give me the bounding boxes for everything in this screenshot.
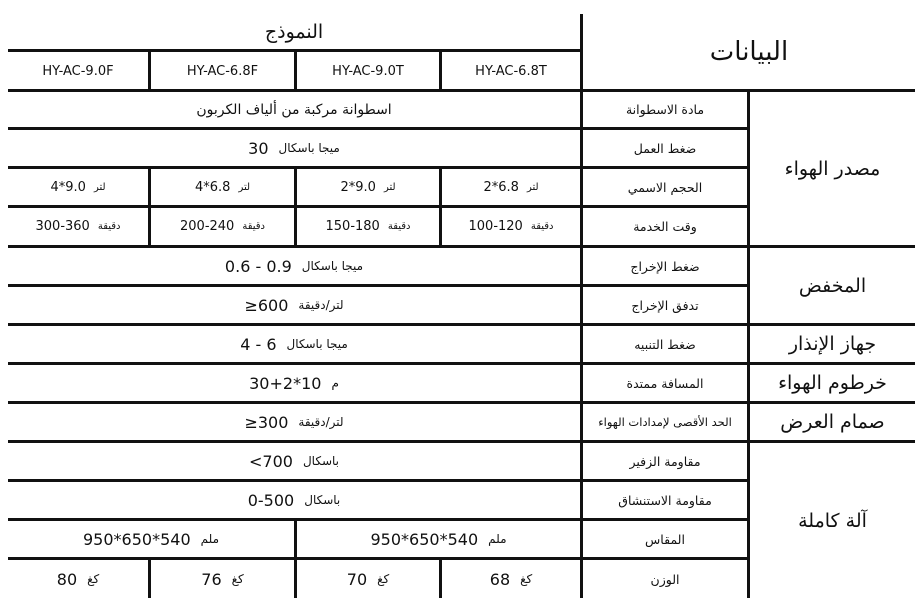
number: 30 [248, 138, 269, 158]
unit: كغ [520, 572, 533, 586]
label-extended-distance: المسافة ممتدة [626, 375, 704, 391]
value-service-0 [442, 208, 580, 245]
value-inhale-resistance [8, 482, 580, 518]
value-weight-1 [297, 560, 439, 598]
number: 0-500 [247, 490, 295, 510]
value-max-air-supply [8, 404, 580, 440]
value-cylinder-material: اسطوانة مركبة من ألياف الكربون [196, 101, 392, 118]
value-alarm-pressure [8, 326, 580, 362]
number: <700 [249, 451, 293, 471]
number: 76 [201, 569, 222, 589]
number: 950*650*540 [83, 529, 191, 549]
value-dimensions-1 [8, 521, 294, 557]
value-service-3 [8, 208, 148, 245]
label-output-flow: تدفق الإخراج [631, 297, 699, 313]
unit: باسكال [304, 493, 341, 507]
group-reducer: المخفض [798, 274, 867, 297]
model-header-2: HY-AC-6.8F [186, 63, 259, 79]
number: 80 [56, 569, 78, 589]
unit: لتر [383, 181, 396, 193]
number: 4 - 6 [240, 334, 277, 354]
unit: ميجا باسكال [286, 337, 348, 351]
unit: ملم [200, 532, 220, 546]
value-service-2 [151, 208, 294, 245]
value-volume-3 [8, 169, 148, 205]
number: 150-180 [325, 219, 380, 234]
number: ≥300 [244, 412, 289, 432]
number: 200-240 [180, 219, 235, 234]
number: 70 [346, 569, 368, 589]
label-output-pressure: ضغط الإخراج [630, 258, 700, 274]
value-volume-1 [297, 169, 439, 205]
label-max-air-supply: الحد الأقصى لإمدادات الهواء [598, 415, 732, 429]
label-nominal-volume: الحجم الاسمي [627, 179, 703, 195]
model-header-3: HY-AC-9.0F [42, 63, 114, 79]
number: 300-360 [35, 219, 90, 234]
unit: لتر/دقيقة [298, 298, 344, 312]
group-complete-unit: آلة كاملة [798, 509, 867, 532]
label-working-pressure: ضغط العمل [633, 140, 697, 156]
unit: كغ [377, 572, 390, 586]
unit: كغ [87, 572, 100, 586]
value-exhale-resistance [8, 443, 580, 479]
unit: دقيقة [97, 221, 121, 232]
value-weight-2 [151, 560, 294, 598]
value-weight-3 [8, 560, 148, 598]
number: 4*9.0 [50, 179, 86, 195]
unit: كغ [231, 572, 244, 586]
label-exhale-resistance: مقاومة الزفير [629, 453, 701, 469]
label-dimensions: المقاس [645, 531, 685, 547]
number: 2*9.0 [340, 179, 376, 195]
group-air-source: مصدر الهواء [784, 157, 881, 180]
value-weight-0 [442, 560, 580, 598]
unit: ملم [488, 532, 507, 546]
unit: لتر [238, 181, 251, 193]
number: 2*6.8 [483, 179, 519, 195]
label-weight: الوزن [650, 571, 680, 587]
label-service-time: وقت الخدمة [633, 219, 697, 234]
number: 68 [489, 569, 511, 589]
value-extended-distance [8, 365, 580, 401]
data-title: البيانات [709, 37, 789, 67]
label-alarm-pressure: ضغط التنبيه [634, 336, 696, 352]
number: ≥600 [244, 295, 289, 315]
number: 30+2*10 [249, 373, 322, 393]
value-working-pressure [8, 130, 580, 166]
value-volume-2 [151, 169, 294, 205]
unit: لتر [526, 181, 539, 193]
unit: دقيقة [242, 221, 265, 232]
number: 4*6.8 [194, 179, 231, 195]
value-output-pressure [8, 248, 580, 284]
model-header-1: HY-AC-9.0T [332, 63, 404, 79]
number: 950*650*540 [370, 529, 479, 549]
value-output-flow [8, 287, 580, 323]
unit: دقيقة [387, 221, 411, 232]
value-service-1 [297, 208, 439, 245]
unit: ميجا باسكال [278, 141, 340, 155]
value-dimensions-0 [297, 521, 580, 557]
unit: لتر [93, 181, 106, 193]
unit: دقيقة [530, 221, 554, 232]
model-title: النموذج [264, 21, 324, 43]
label-cylinder-material: مادة الاسطوانة [625, 102, 705, 117]
unit: ميجا باسكال [301, 259, 364, 273]
group-air-hose: خرطوم الهواء [778, 372, 887, 394]
unit: لتر/دقيقة [298, 415, 344, 429]
unit: م [331, 376, 339, 390]
number: 0.6 - 0.9 [224, 256, 292, 276]
group-demand-valve: صمام العرض [780, 411, 885, 433]
value-volume-0 [442, 169, 580, 205]
label-inhale-resistance: مقاومة الاستنشاق [618, 492, 712, 508]
group-alarm: جهاز الإنذار [788, 333, 877, 355]
unit: باسكال [302, 454, 340, 468]
model-header-0: HY-AC-6.8T [475, 63, 547, 79]
number: 100-120 [468, 219, 523, 234]
